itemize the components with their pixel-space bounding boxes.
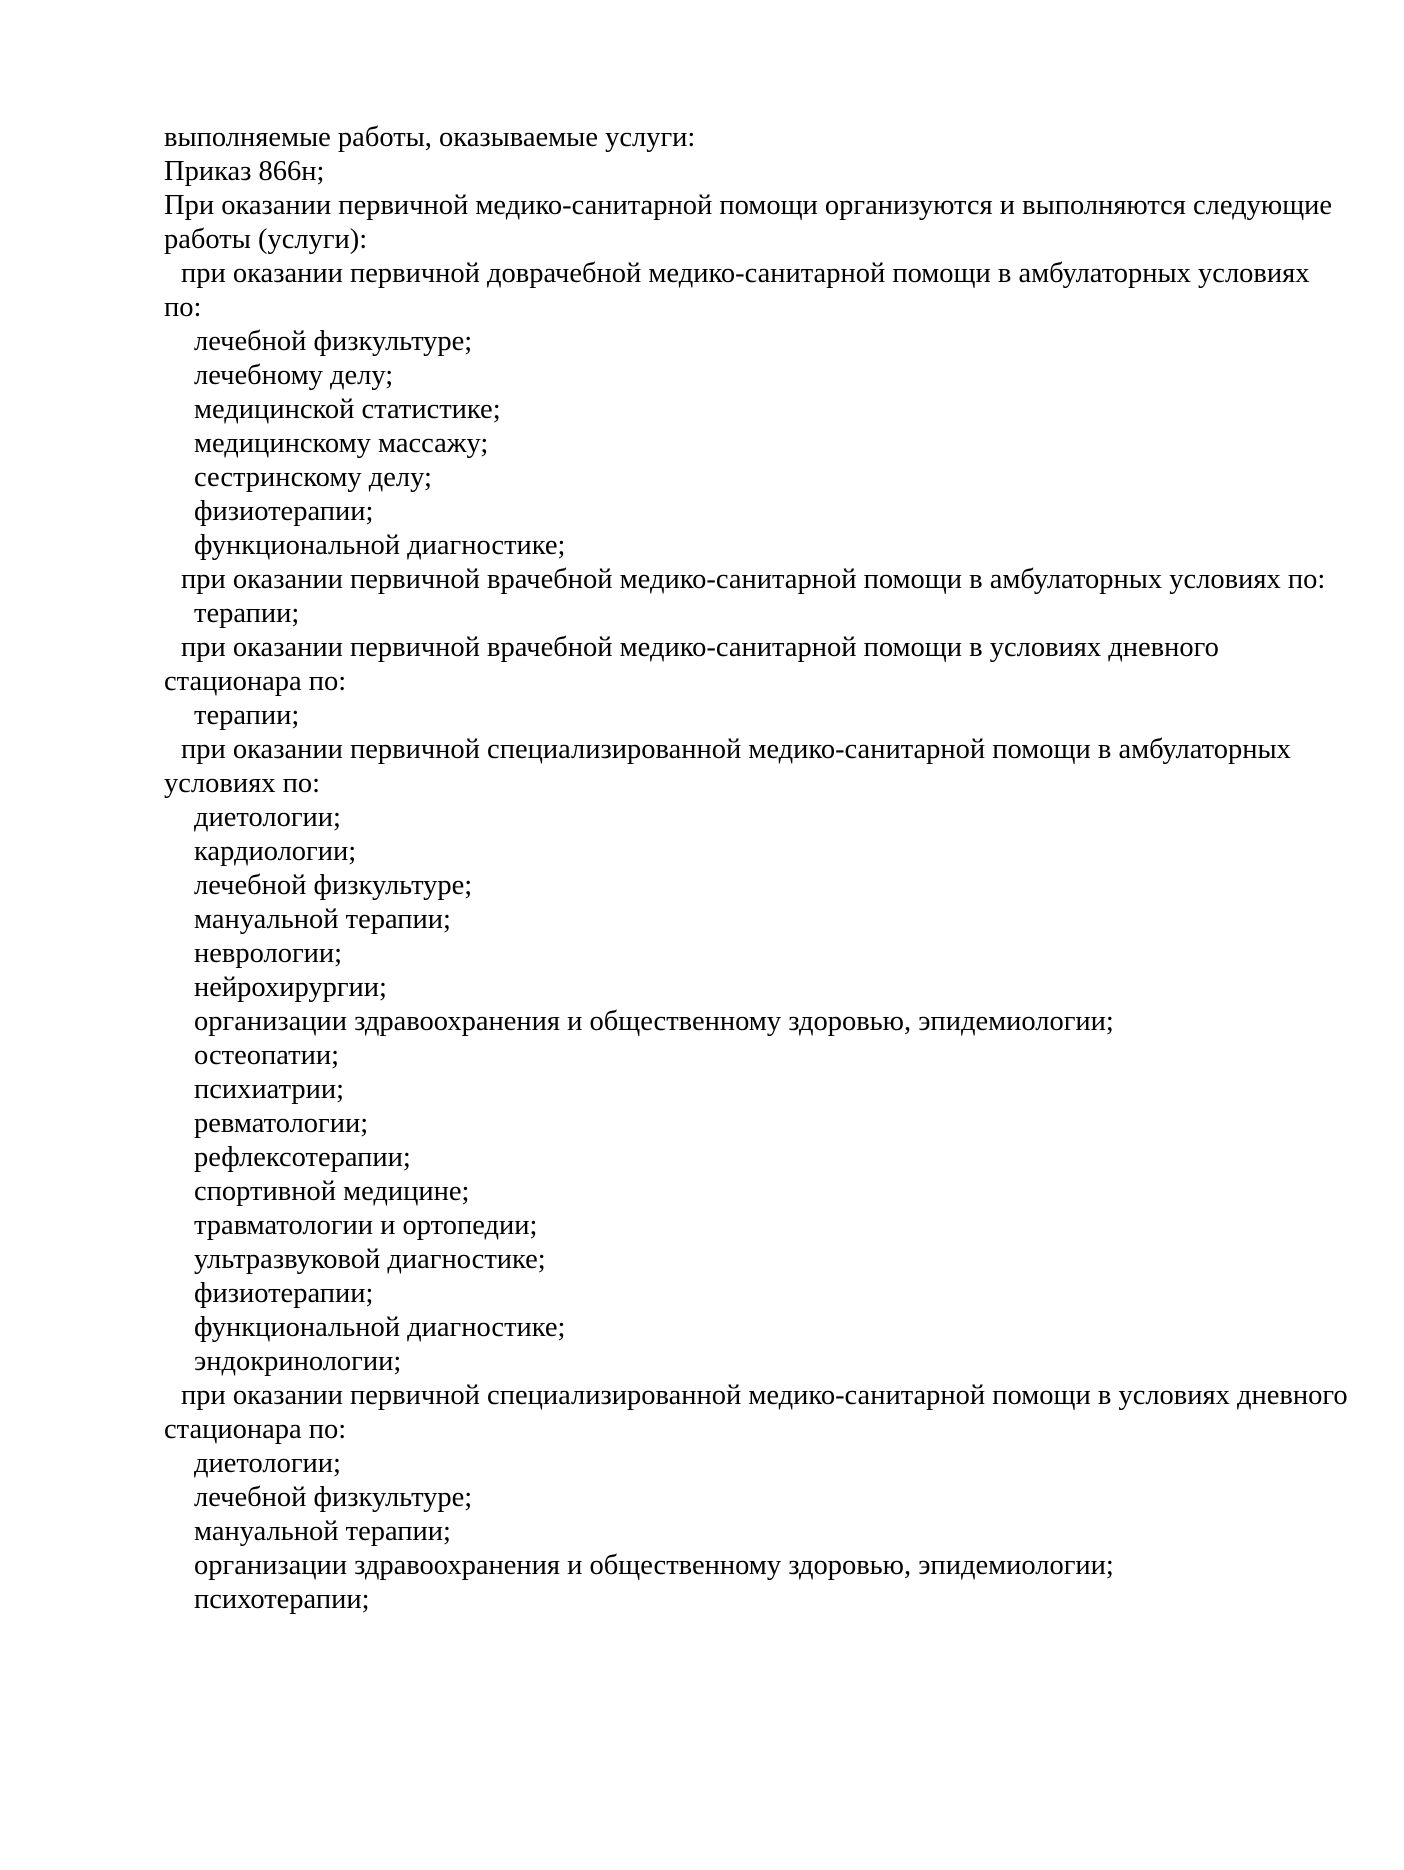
text-line: неврологии; — [194, 938, 343, 969]
text-line: Приказ 866н; — [164, 156, 325, 187]
text-line: кардиологии; — [194, 836, 357, 867]
text-line: психиатрии; — [194, 1074, 345, 1105]
text-line: организации здравоохранения и общественному здоровью, эпидемиологии; — [194, 1006, 1114, 1037]
text-line: диетологии; — [194, 1448, 341, 1479]
text-line: работы (услуги): — [164, 224, 368, 255]
text-line: стационара по: — [164, 1414, 347, 1445]
text-line: при оказании первичной доврачебной медико-санитарной помощи в амбулаторных условиях — [181, 258, 1310, 289]
text-line: функциональной диагностике; — [194, 1312, 566, 1343]
text-line: функциональной диагностике; — [194, 530, 566, 561]
text-line: ультразвуковой диагностике; — [194, 1244, 546, 1275]
text-line: нейрохирургии; — [194, 972, 387, 1003]
text-line: физиотерапии; — [194, 1278, 374, 1309]
text-line: при оказании первичной специализированной медико-санитарной помощи в амбулаторных — [181, 734, 1291, 765]
text-line: выполняемые работы, оказываемые услуги: — [164, 122, 696, 153]
text-line: травматологии и ортопедии; — [194, 1210, 538, 1241]
text-line: медицинскому массажу; — [194, 428, 489, 459]
text-line: терапии; — [194, 700, 300, 731]
document-text-block — [164, 121, 1348, 1617]
text-line: диетологии; — [194, 802, 341, 833]
text-line: При оказании первичной медико-санитарной помощи организуются и выполняются следующие — [164, 190, 1333, 221]
text-line: терапии; — [194, 598, 300, 629]
text-line: спортивной медицине; — [194, 1176, 470, 1207]
text-line: сестринскому делу; — [194, 462, 432, 493]
text-line: лечебной физкультуре; — [194, 870, 473, 901]
text-line: при оказании первичной врачебной медико-санитарной помощи в амбулаторных условиях по: — [181, 564, 1326, 595]
text-line: рефлексотерапии; — [194, 1142, 411, 1173]
text-line: организации здравоохранения и общественному здоровью, эпидемиологии; — [194, 1550, 1114, 1581]
text-line: по: — [164, 292, 202, 323]
text-line: мануальной терапии; — [194, 904, 451, 935]
text-line: лечебной физкультуре; — [194, 1482, 473, 1513]
text-line: психотерапии; — [194, 1584, 370, 1615]
text-line: стационара по: — [164, 666, 347, 697]
text-line: при оказании первичной специализированной медико-санитарной помощи в условиях дневного — [181, 1380, 1348, 1411]
text-line: ревматологии; — [194, 1108, 369, 1139]
text-line: эндокринологии; — [194, 1346, 402, 1377]
text-line: остеопатии; — [194, 1040, 340, 1071]
text-line: мануальной терапии; — [194, 1516, 451, 1547]
text-line: лечебному делу; — [194, 360, 394, 391]
text-line: лечебной физкультуре; — [194, 326, 473, 357]
text-line: при оказании первичной врачебной медико-санитарной помощи в условиях дневного — [181, 632, 1219, 663]
text-line: условиях по: — [164, 768, 320, 799]
text-line: физиотерапии; — [194, 496, 374, 527]
text-line: медицинской статистике; — [194, 394, 501, 425]
